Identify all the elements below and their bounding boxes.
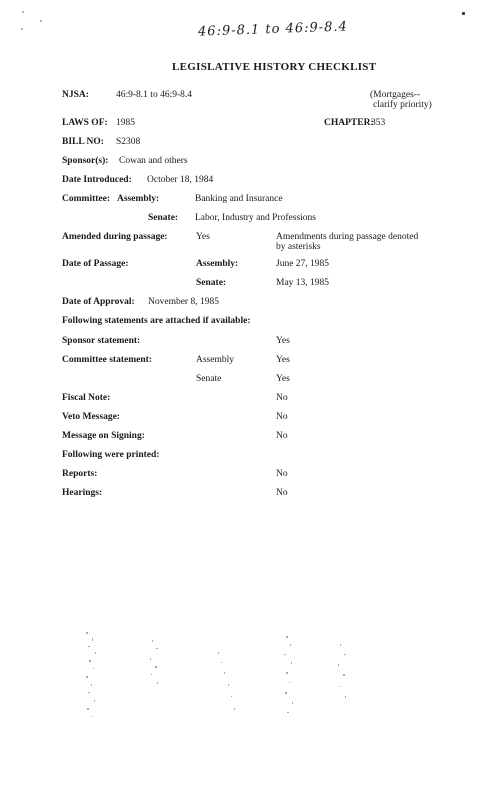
committee-statement-senate-value: Yes [276, 374, 290, 384]
bill-no-value: S2308 [116, 137, 141, 147]
scan-speck [462, 12, 465, 15]
chapter-value: 353 [371, 118, 386, 128]
page-title: LEGISLATIVE HISTORY CHECKLIST [172, 61, 377, 73]
passage-assembly-value: June 27, 1985 [276, 259, 330, 269]
laws-of-value: 1985 [116, 118, 135, 128]
amended-value: Yes [196, 232, 210, 242]
sponsor-value: Cowan and others [119, 156, 188, 166]
message-signing-value: No [276, 431, 288, 441]
laws-of-label: LAWS OF: [62, 118, 108, 128]
following-printed-heading: Following were printed: [62, 450, 160, 460]
scan-speck [22, 11, 24, 13]
scan-speck [21, 28, 23, 30]
amended-note-line1: Amendments during passage denoted [276, 232, 419, 242]
sponsor-label: Sponsor(s): [62, 156, 109, 166]
bill-no-label: BILL NO: [62, 137, 104, 147]
committee-statement-label: Committee statement: [62, 355, 152, 365]
scan-speck [40, 20, 42, 22]
veto-message-label: Veto Message: [62, 412, 120, 422]
reports-value: No [276, 469, 288, 479]
amended-label: Amended during passage: [62, 232, 168, 242]
passage-senate-label: Senate: [196, 278, 227, 288]
date-introduced-label: Date Introduced: [62, 175, 132, 185]
hearings-label: Hearings: [62, 488, 103, 498]
date-introduced-value: October 18, 1984 [147, 175, 214, 185]
hearings-value: No [276, 488, 288, 498]
passage-senate-value: May 13, 1985 [276, 278, 330, 288]
committee-statement-assembly-label: Assembly [196, 355, 234, 365]
following-attached-heading: Following statements are attached if available: [62, 316, 251, 326]
chapter-label: CHAPTER: [324, 118, 374, 128]
handwritten-citation: 46:9-8.1 to 46:9-8.4 [197, 19, 349, 40]
committee-statement-assembly-value: Yes [276, 355, 290, 365]
sponsor-statement-value: Yes [276, 336, 290, 346]
scan-noise [0, 600, 486, 800]
njsa-note-line2: clarify priority) [373, 100, 432, 110]
approval-label: Date of Approval: [62, 297, 135, 307]
njsa-label: NJSA: [62, 90, 89, 100]
njsa-value: 46:9-8.1 to 46:9-8.4 [116, 90, 192, 100]
fiscal-note-value: No [276, 393, 288, 403]
committee-assembly-value: Banking and Insurance [195, 194, 283, 204]
passage-label: Date of Passage: [62, 259, 129, 269]
veto-message-value: No [276, 412, 288, 422]
reports-label: Reports: [62, 469, 98, 479]
amended-note-line2: by asterisks [276, 242, 321, 252]
committee-statement-senate-label: Senate [196, 374, 222, 384]
committee-label: Committee: [62, 194, 111, 204]
message-signing-label: Message on Signing: [62, 431, 145, 441]
fiscal-note-label: Fiscal Note: [62, 393, 111, 403]
approval-value: November 8, 1985 [148, 297, 219, 307]
njsa-note-line1: (Mortgages-- [370, 90, 421, 100]
committee-senate-value: Labor, Industry and Professions [195, 213, 316, 223]
committee-assembly-label: Assembly: [117, 194, 160, 204]
passage-assembly-label: Assembly: [196, 259, 239, 269]
sponsor-statement-label: Sponsor statement: [62, 336, 141, 346]
committee-senate-label: Senate: [148, 213, 179, 223]
